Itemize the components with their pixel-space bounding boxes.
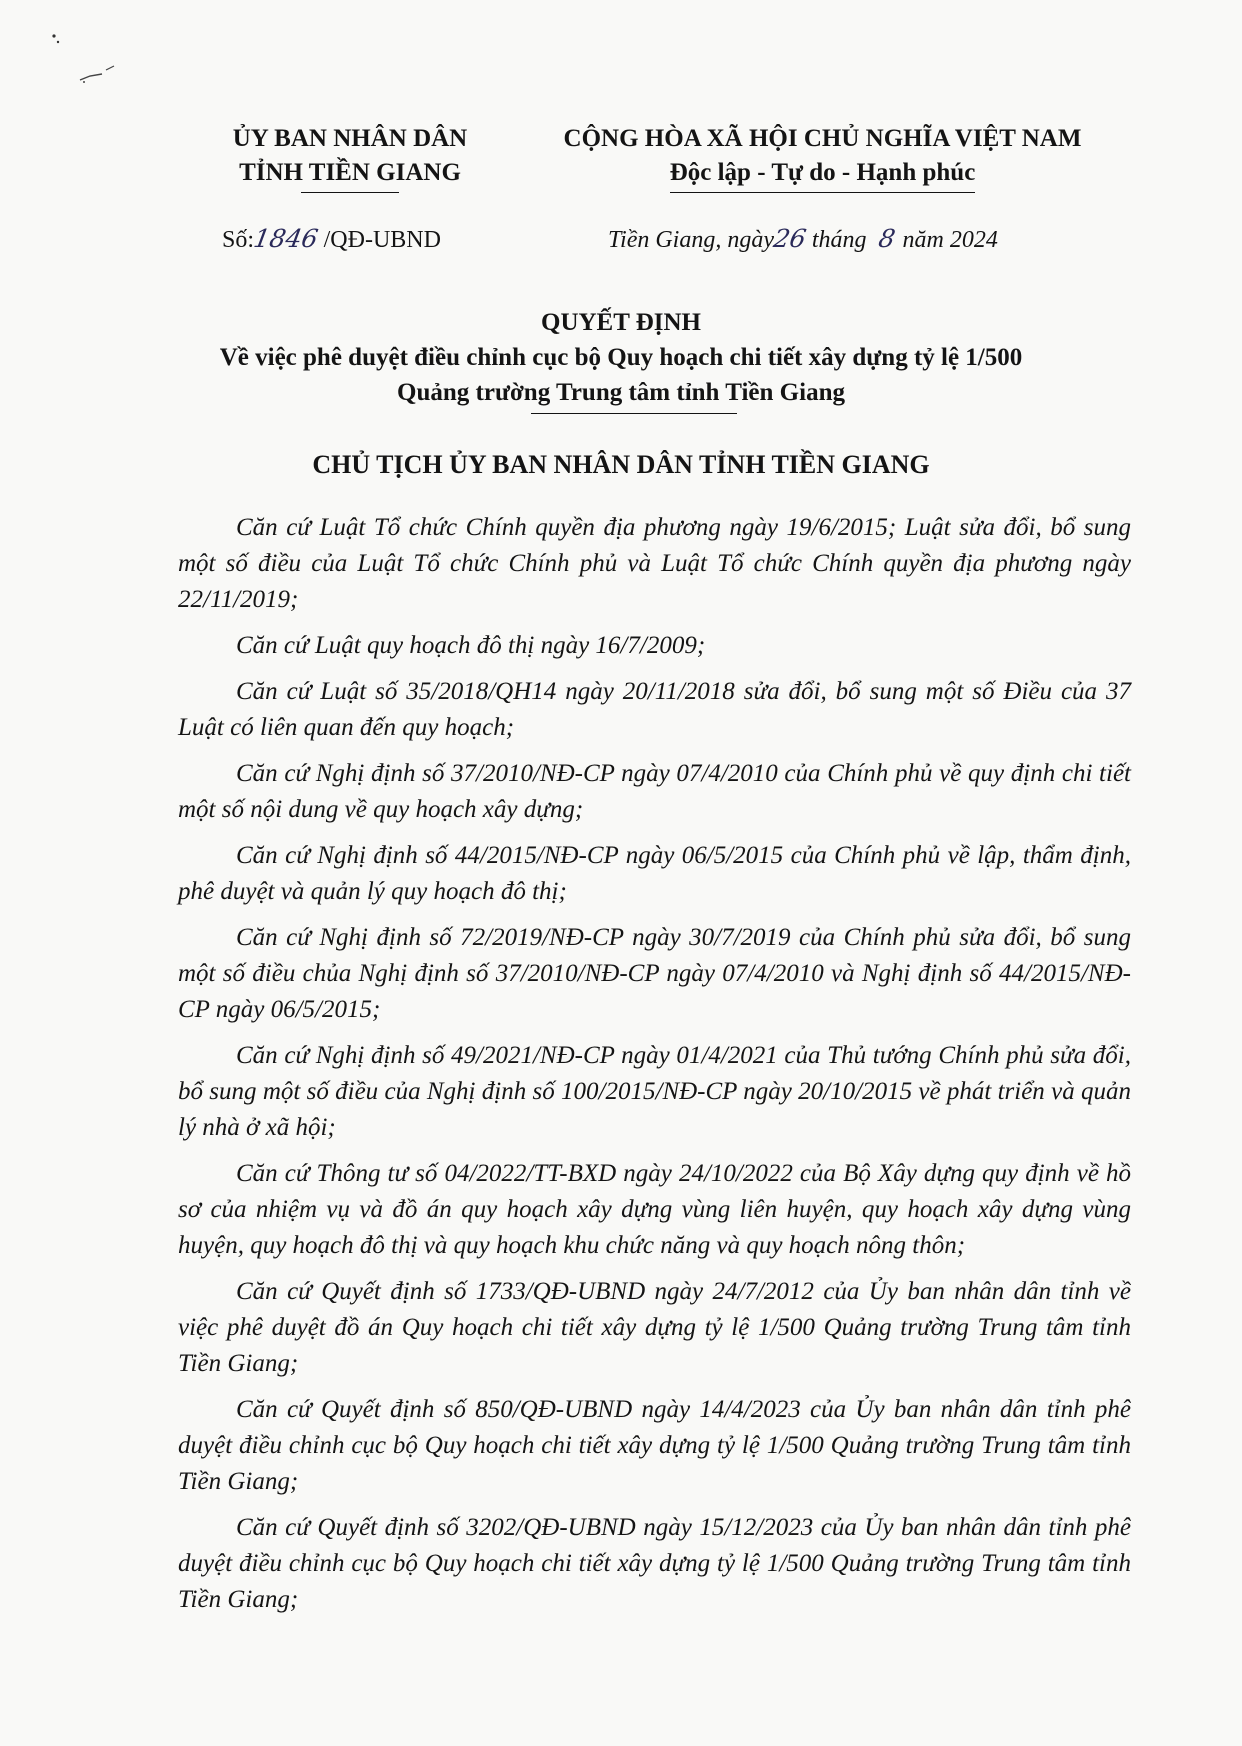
doc-number-suffix: /QĐ-UBND [323, 227, 441, 253]
legal-basis-item: Căn cứ Quyết định số 850/QĐ-UBND ngày 14/4/2023 của Ủy ban nhân dân tỉnh phê duyệt điều chỉnh cục bộ Quy hoạch chi tiết xây dựng tỷ lệ 1/500 Quảng trường Trung tâm tỉnh Tiền Giang; [178, 1396, 1131, 1495]
issuer-heading: CHỦ TỊCH ỦY BAN NHÂN DÂN TỈNH TIỀN GIANG [312, 450, 930, 479]
date-month-prefix: tháng [811, 227, 867, 253]
agency-line1: ỦY BAN NHÂN DÂN [232, 125, 468, 152]
title-line3: Quảng trường Trung tâm tỉnh Tiền Giang [397, 375, 845, 410]
title-line1: QUYẾT ĐỊNH [541, 309, 701, 336]
handwritten-doc-number: 1846 [251, 224, 321, 253]
decision-title [160, 305, 1082, 410]
handwritten-month: 8 [876, 224, 898, 253]
legal-basis-item: Căn cứ Nghị định số 72/2019/NĐ-CP ngày 30/7/2019 của Chính phủ sửa đổi, bổ sung một số điều chủa Nghị định số 37/2010/NĐ-CP ngày 07/4/2010 và Nghị định số 44/2015/NĐ-CP ngày 06/5/2015; [178, 924, 1131, 1023]
date-year: năm 2024 [902, 227, 998, 253]
legal-bases [178, 510, 1131, 1628]
legal-basis-item: Căn cứ Luật số 35/2018/QH14 ngày 20/11/2018 sửa đổi, bổ sung một số Điều của 37 Luật có liên quan đến quy hoạch; [178, 678, 1131, 741]
legal-basis-item: Căn cứ Nghị định số 49/2021/NĐ-CP ngày 01/4/2021 của Thủ tướng Chính phủ sửa đổi, bổ sung một số điều của Nghị định số 100/2015/NĐ-CP ngày 20/10/2015 về phát triển và quản lý nhà ở xã hội; [178, 1042, 1131, 1141]
legal-basis-item: Căn cứ Nghị định số 37/2010/NĐ-CP ngày 07/4/2010 của Chính phủ về quy định chi tiết một số nội dung về quy hoạch xây dựng; [178, 760, 1131, 823]
scan-specks [44, 28, 154, 98]
document-number [222, 224, 441, 254]
title-line2: Về việc phê duyệt điều chỉnh cục bộ Quy hoạch chi tiết xây dựng tỷ lệ 1/500 [219, 344, 1023, 371]
nation-line1: CỘNG HÒA XÃ HỘI CHỦ NGHĨA VIỆT NAM [563, 125, 1082, 152]
date-place-prefix: Tiền Giang, ngày [608, 227, 774, 253]
legal-basis-item: Căn cứ Thông tư số 04/2022/TT-BXD ngày 24/10/2022 của Bộ Xây dựng quy định về hồ sơ của nhiệm vụ và đồ án quy hoạch xây dựng vùng liên huyện, quy hoạch xây dựng vùng huyện, quy hoạch đô thị và quy hoạch khu chức năng và quy hoạch nông thôn; [178, 1160, 1131, 1259]
issuing-agency [205, 122, 495, 190]
agency-line2: TỈNH TIỀN GIANG [239, 156, 461, 190]
date-line [608, 224, 998, 254]
nation-line2: Độc lập - Tự do - Hạnh phúc [670, 156, 976, 190]
legal-basis-item: Căn cứ Nghị định số 44/2015/NĐ-CP ngày 06/5/2015 của Chính phủ về lập, thẩm định, phê duyệt và quản lý quy hoạch đô thị; [178, 842, 1131, 905]
legal-basis-item: Căn cứ Quyết định số 3202/QĐ-UBND ngày 15/12/2023 của Ủy ban nhân dân tỉnh phê duyệt điều chỉnh cục bộ Quy hoạch chi tiết xây dựng tỷ lệ 1/500 Quảng trường Trung tâm tỉnh Tiền Giang; [178, 1514, 1131, 1613]
national-motto [525, 122, 1120, 190]
handwritten-day: 26 [771, 224, 809, 253]
doc-number-prefix: Số: [222, 227, 255, 253]
legal-basis-item: Căn cứ Luật quy hoạch đô thị ngày 16/7/2009; [236, 632, 706, 659]
legal-basis-item: Căn cứ Luật Tổ chức Chính quyền địa phương ngày 19/6/2015; Luật sửa đổi, bổ sung một số điều của Luật Tổ chức Chính phủ và Luật Tổ chức Chính quyền địa phương ngày 22/11/2019; [178, 514, 1131, 613]
legal-basis-item: Căn cứ Quyết định số 1733/QĐ-UBND ngày 24/7/2012 của Ủy ban nhân dân tỉnh về việc phê duyệt đồ án Quy hoạch chi tiết xây dựng tỷ lệ 1/500 Quảng trường Trung tâm tỉnh Tiền Giang; [178, 1278, 1131, 1377]
